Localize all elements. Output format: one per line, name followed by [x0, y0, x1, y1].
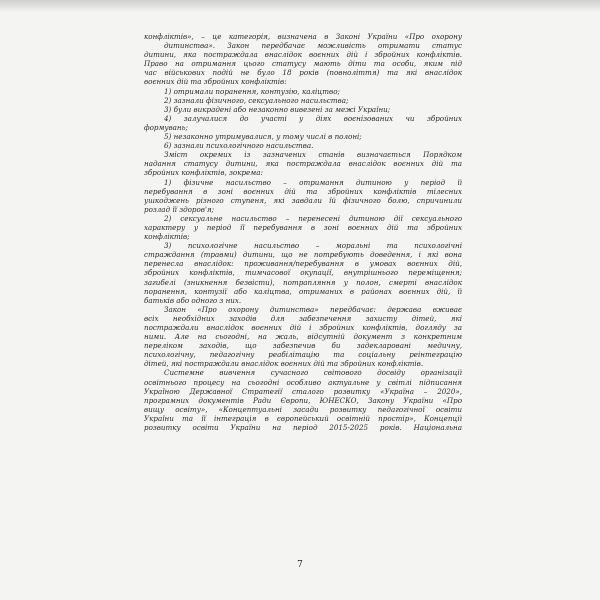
list-item: 3) психологічне насильство – моральні та психологічні [164, 241, 462, 251]
text-line: конфліктів; [144, 232, 190, 242]
text-line: поранення, контузії або каліцтва, отриманих в районах воєнних дій, її [144, 286, 462, 296]
text-line: психологічну, педагогічну реабілітацію та соціальну реінтеграцію [144, 350, 462, 360]
text-line: Зміст окремих із зазначених станів визначається Порядком [164, 150, 462, 160]
text-line: конфліктів», – це категорія, визначена в Законі України «Про охорону [144, 32, 462, 41]
text-line: України та її інтеграція в європейський освітній простір», Концепції [144, 413, 462, 423]
text-line: формувань; [144, 122, 188, 132]
text-line: збройних конфліктів, зокрема: [144, 168, 263, 178]
text-line: перебування в зоні воєнних дій та збройних конфліктів тілесних [144, 186, 462, 196]
text-line: батьків або одного з них. [144, 295, 242, 305]
body-text [144, 32, 462, 432]
text-line: дітей, які постраждали внаслідок воєнних дій та збройних конфліктів. [144, 359, 424, 369]
list-item: 4) залучалися до участі у діях воєнізованих чи збройних [164, 113, 462, 123]
text-line: загибелі (зникнення безвісти), потрапляння у полон, смерті внаслідок [144, 277, 462, 287]
list-item: 5) незаконно утримувалися, у тому числі в полоні; [164, 132, 362, 142]
text-line: дитинства». Закон передбачає можливість отримати статус [164, 41, 462, 51]
text-line: Закон «Про охорону дитинства» передбачає: держава вживає [164, 304, 462, 314]
page-number: 7 [297, 560, 303, 570]
text-line: воєнних дій та збройних конфліктів: [144, 77, 287, 87]
text-line: дитини, яка постраждала внаслідок воєнних дій і збройних конфліктів. [144, 50, 462, 60]
text-line: переліком заходів, що забезпечив би задекларовані медичну, [144, 341, 462, 351]
text-line: вищу освіту», «Концептуальні засади розвитку педагогічної освіти [144, 404, 462, 414]
text-line: освітнього процесу на сьогодні особливо актуальне у світлі підписання [144, 377, 462, 387]
text-line: ними. Але на сьогодні, на жаль, відсутній документ з конкретним [144, 332, 462, 342]
page-top-shadow [0, 0, 600, 12]
text-line: Україною Державної Стратегії сталого розвитку «Україна – 2020», [144, 386, 462, 396]
text-line: розлад її здоров'я; [144, 204, 215, 214]
list-item: 2) зазнали фізичного, сексуального насильства; [164, 95, 349, 105]
text-line: розвитку освіти України на період 2015-2025 років. Національна [144, 423, 462, 433]
text-line: програмних документів Ради Європи, ЮНЕСКО, Закону України «Про [144, 395, 462, 405]
text-line: всіх необхідних заходів для забезпечення захисту дітей, які [144, 313, 462, 323]
text-line: постраждали внаслідок воєнних дій і збройних конфліктів, догляду за [144, 323, 462, 332]
text-line: Системне вивчення сучасного світового досвіду організації [164, 368, 462, 378]
text-line: характеру у період її перебування в зоні воєнних дій та збройних [144, 222, 462, 232]
text-line: час військових подій не було 18 років (повноліття) та які внаслідок [144, 68, 462, 78]
text-line: перенесла внаслідок: проживання/перебування в умовах воєнних дій, [144, 259, 462, 269]
text-line: збройних конфліктів, тимчасової окупації, внутрішнього переміщення; [144, 268, 462, 278]
list-item: 2) сексуальне насильство – перенесені дитиною дії сексуального [164, 213, 462, 223]
text-line: ушкоджень різного ступеня, які завдали їй фізичного болю, спричинили [144, 195, 462, 205]
text-line: надання статусу дитини, яка постраждала внаслідок воєнних дій та [144, 159, 462, 169]
list-item: 6) зазнали психологічного насильства. [164, 141, 314, 151]
list-item: 3) були викрадені або незаконно вивезені за межі України; [164, 104, 391, 114]
list-item: 1) отримали поранення, контузію, каліцтво; [164, 86, 340, 96]
text-line: Право на отримання цього статусу мають діти та особи, яким під [144, 59, 462, 69]
list-item: 1) фізичне насильство – отримання дитиною у період її [164, 177, 462, 187]
text-line: страждання (травми) дитини, що не потребують доведення, і які вона [144, 250, 462, 260]
